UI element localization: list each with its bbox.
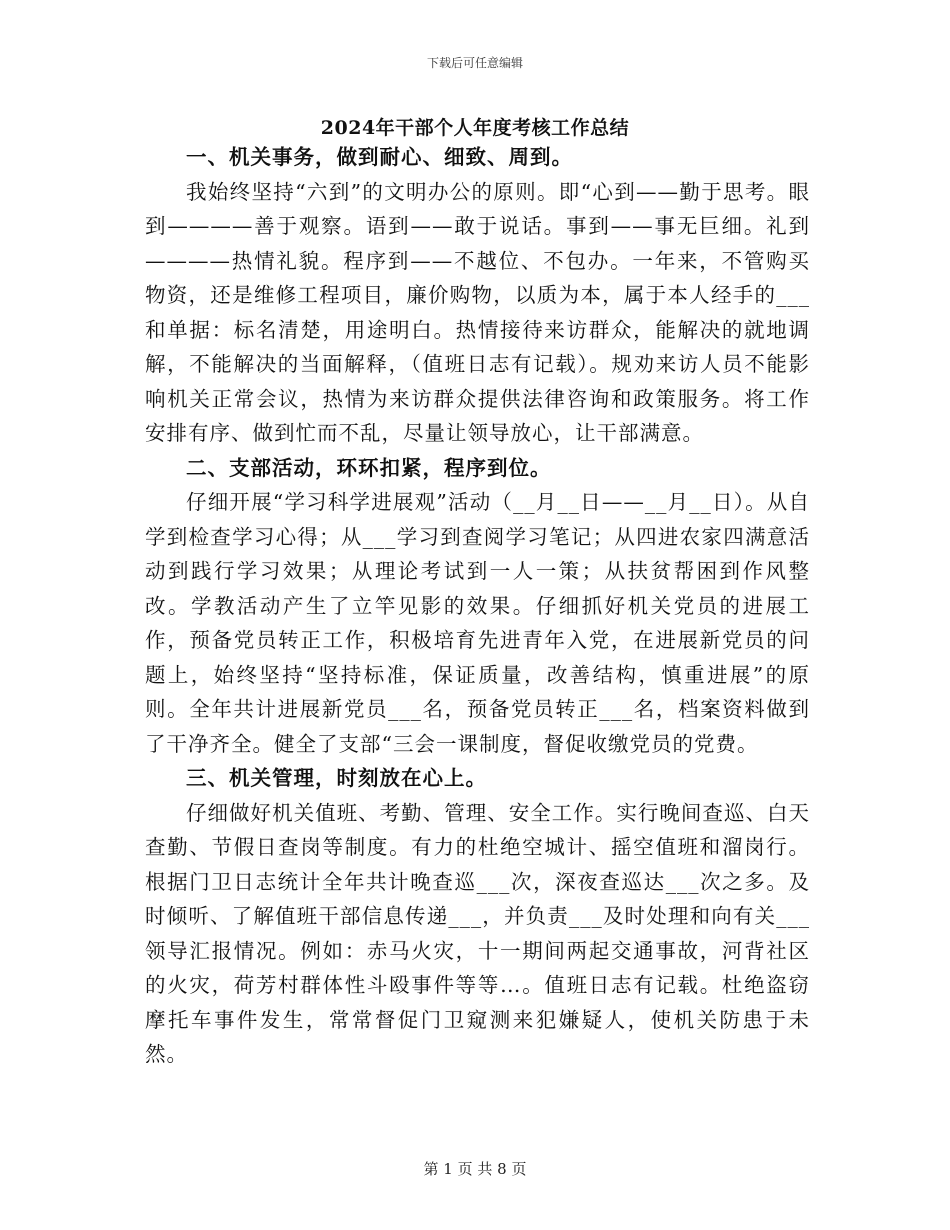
document-title: 2024年干部个人年度考核工作总结 xyxy=(320,117,630,139)
page-header-note: 下载后可任意编辑 xyxy=(426,56,523,70)
section-paragraph-1: 我始终坚持“六到”的文明办公的原则。即“心到——勤于思考。眼到————善于观察。语到——敢于说话。事到——事无巨细。礼到————热情礼貌。程序到——不越位、不包办。一年来，不管购买物资，还是维修工程项目，廉价购物，以质为本，属于本人经手的___和单据：标名清楚，用途明白。热情接待来访群众，能解决的就地调解，不能解决的当面解释，（值班日志有记载）。规劝来访人员不能影响机关正常会议，热情为来访群众提供法律咨询和政策服务。将工作安排有序、做到忙而不乱，尽量让领导放心，让干部满意。 xyxy=(145,179,810,445)
section-paragraph-3: 仔细做好机关值班、考勤、管理、安全工作。实行晚间查巡、白天查勤、节假日查岗等制度。有力的杜绝空城计、摇空值班和溜岗行。根据门卫日志统计全年共计晚查巡___次，深夜查巡达___次之多。及时倾听、了解值班干部信息传递___，并负责___及时处理和向有关___领导汇报情况。例如：赤马火灾，十一期间两起交通事故，河背社区的火灾，荷芳村群体性斗殴事件等等…。值班日志有记载。杜绝盗窃摩托车事件发生，常常督促门卫窥测来犯嫌疑人，使机关防患于未然。 xyxy=(145,800,810,1066)
section-heading-1: 一、机关事务，做到耐心、细致、周到。 xyxy=(186,145,573,169)
section-paragraph-2: 仔细开展“学习科学进展观”活动（__月__日——__月__日）。从自学到检查学习心得；从___学习到查阅学习笔记；从四进农家四满意活动到践行学习效果；从理论考试到一人一策；从扶贫帮困到作风整改。学教活动产生了立竿见影的效果。仔细抓好机关党员的进展工作，预备党员转正工作，积极培育先进青年入党，在进展新党员的问题上，始终坚持“坚持标准，保证质量，改善结构，慎重进展”的原则。全年共计进展新党员___名，预备党员转正___名，档案资料做到了干净齐全。健全了支部“三会一课制度，督促收缴党员的党费。 xyxy=(145,490,810,756)
section-heading-2: 二、支部活动，环环扣紧，程序到位。 xyxy=(186,455,552,480)
section-heading-3: 三、机关管理，时刻放在心上。 xyxy=(186,766,487,790)
page-number: 第 1 页 共 8 页 xyxy=(423,1160,527,1178)
document-body xyxy=(145,140,810,1072)
